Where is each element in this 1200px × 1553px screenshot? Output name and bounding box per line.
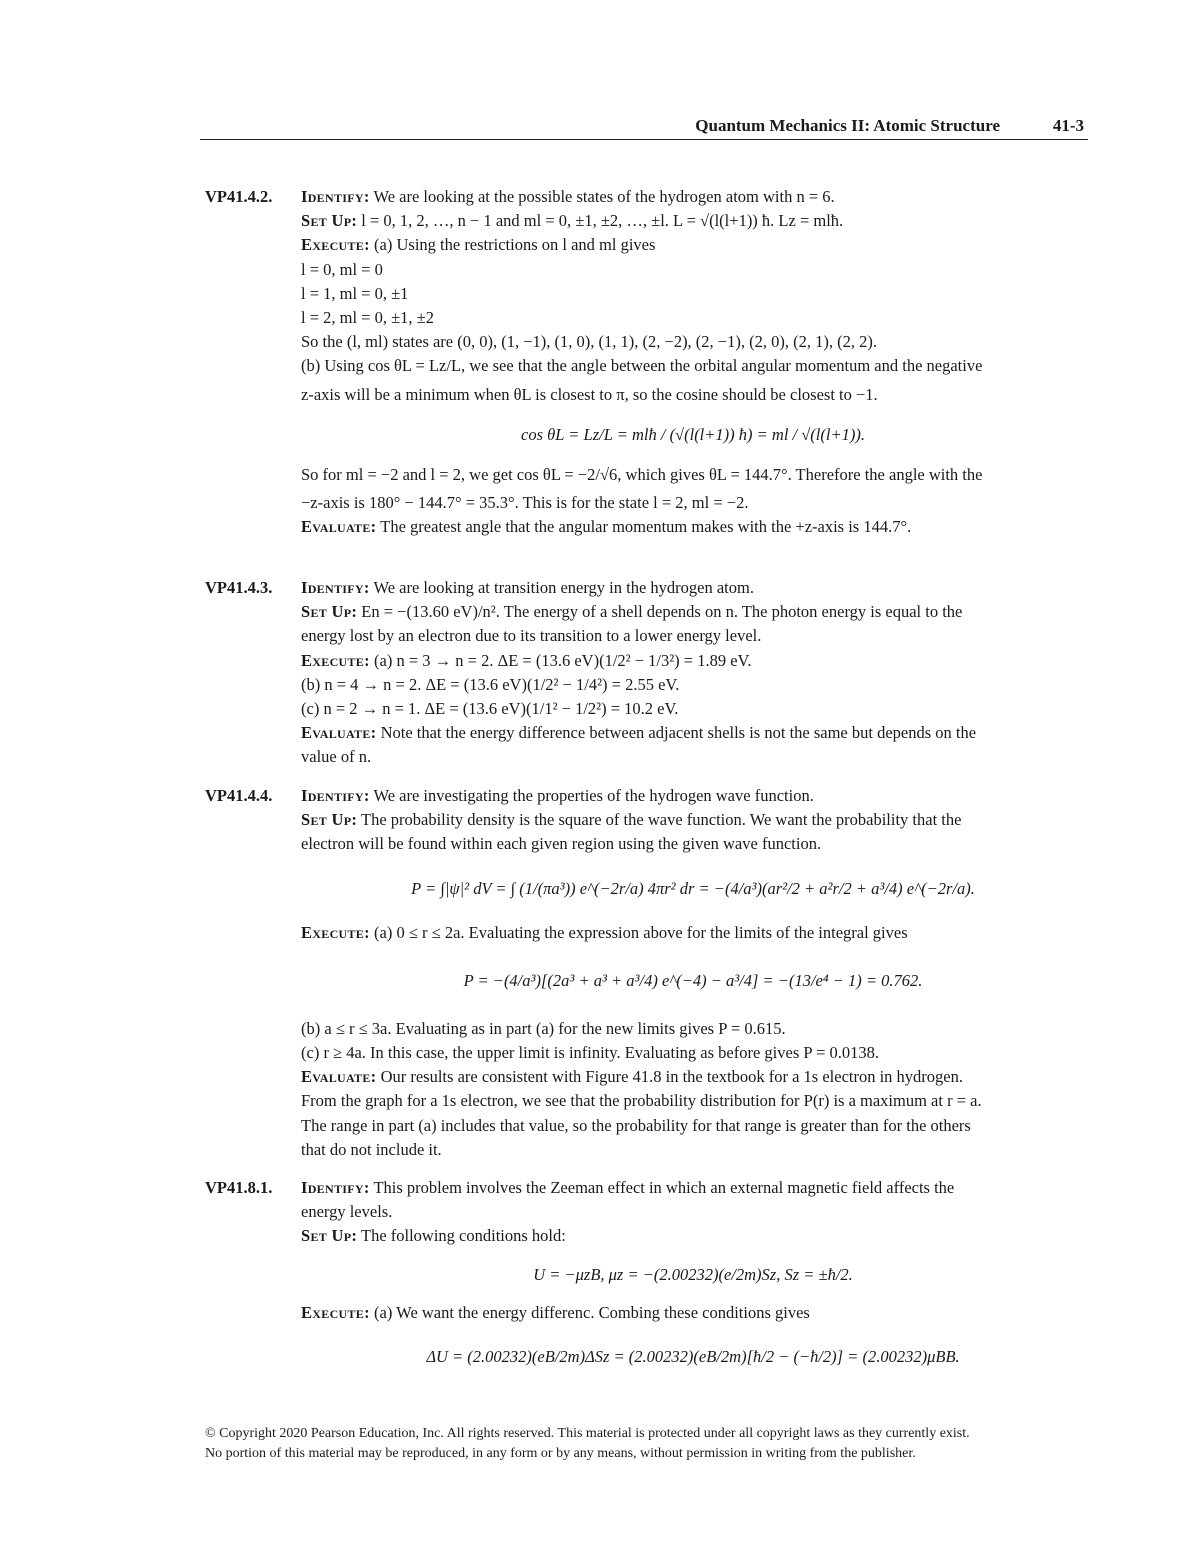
line-text: value of n. [301, 747, 372, 767]
page-number: 41-3 [1052, 116, 1084, 135]
line-text: energy lost by an electron due to its transition to a lower energy level. [301, 626, 762, 646]
line-text: En = −(13.60 eV)/n². The energy of a shell depends on n. The photon energy is equal to the [361, 602, 963, 622]
equation: cos θL = Lz/L = mlħ / (√(l(l+1)) ħ) = ml / √(l(l+1)). [521, 424, 865, 444]
line-text: (a) We want the energy differenc. Combing these conditions gives [374, 1302, 810, 1322]
line-text: −z-axis is 180° − 144.7° = 35.3°. This is for the state l = 2, ml = −2. [301, 492, 749, 512]
line-label: Execute: [301, 650, 370, 670]
line-text: l = 2, ml = 0, ±1, ±2 [301, 307, 434, 327]
line-text: Our results are consistent with Figure 41.8 in the textbook for a 1s electron in hydrogen. [380, 1067, 963, 1087]
line-text: z-axis will be a minimum when θL is closest to π, so the cosine should be closest to −1. [301, 384, 878, 404]
line-label: Evaluate: [301, 517, 377, 537]
line-text: We are investigating the properties of the hydrogen wave function. [373, 786, 814, 805]
equation: ΔU = (2.00232)(eB/2m)ΔSz = (2.00232)(eB/2m)[ħ/2 − (−ħ/2)] = (2.00232)μBB. [426, 1346, 960, 1366]
equation: U = −μzB, μz = −(2.00232)(e/2m)Sz, Sz = ±ħ/2. [533, 1264, 853, 1284]
problem-id: VP41.4.4. [205, 786, 273, 805]
line-label: Set Up: [301, 211, 358, 231]
line-text: (b) a ≤ r ≤ 3a. Evaluating as in part (a) for the new limits gives P = 0.615. [301, 1018, 786, 1038]
line-text: We are looking at transition energy in the hydrogen atom. [373, 578, 754, 597]
line-text: l = 1, ml = 0, ±1 [301, 283, 409, 303]
line-label: Execute: [301, 922, 370, 942]
equation: P = ∫|ψ|² dV = ∫ (1/(πa³)) e^(−2r/a) 4πr² dr = −(4/a³)(ar²/2 + a²r/2 + a³/4) e^(−2r/a). [411, 878, 975, 898]
line-text: that do not include it. [301, 1139, 442, 1159]
line-label: Set Up: [301, 602, 358, 622]
line-text: The following conditions hold: [360, 1226, 566, 1246]
line-text: This problem involves the Zeeman effect in which an external magnetic field affects the [373, 1178, 955, 1197]
line-text: The range in part (a) includes that value, so the probability for that range is greater than for the others [301, 1115, 971, 1135]
problem-id: VP41.4.3. [205, 578, 273, 597]
running-header [200, 116, 1088, 138]
line-label: Set Up: [301, 1226, 358, 1246]
line-label: Identify: [301, 578, 370, 597]
line-text: (a) Using the restrictions on l and ml gives [374, 235, 656, 255]
line-text: The greatest angle that the angular momentum makes with the +z-axis is 144.7°. [380, 517, 912, 537]
line-text: (a) n = 3 → n = 2. ΔE = (13.6 eV)(1/2² − 1/3²) = 1.89 eV. [374, 650, 752, 670]
line-text: energy levels. [301, 1202, 393, 1222]
line-text: electron will be found within each given region using the given wave function. [301, 834, 822, 854]
line-text: (c) n = 2 → n = 1. ΔE = (13.6 eV)(1/1² − 1/2²) = 10.2 eV. [301, 698, 679, 718]
problem-id: VP41.4.2. [205, 187, 273, 206]
line-label: Execute: [301, 235, 370, 255]
copyright-line-2: No portion of this material may be reproduced, in any form or by any means, without permission in writing from the publisher. [205, 1446, 916, 1461]
line-label: Identify: [301, 1178, 370, 1197]
problem-id: VP41.8.1. [205, 1178, 273, 1197]
line-text: So for ml = −2 and l = 2, we get cos θL = −2/√6, which gives θL = 144.7°. Therefore the angle with the [301, 464, 983, 484]
line-label: Evaluate: [301, 1067, 377, 1087]
line-text: (c) r ≥ 4a. In this case, the upper limit is infinity. Evaluating as before gives P = 0.0138. [301, 1042, 880, 1062]
header-rule [200, 139, 1088, 140]
line-text: (a) 0 ≤ r ≤ 2a. Evaluating the expression above for the limits of the integral gives [374, 922, 908, 942]
line-text: l = 0, ml = 0 [301, 259, 383, 279]
line-text: So the (l, ml) states are (0, 0), (1, −1), (1, 0), (1, 1), (2, −2), (2, −1), (2, 0), (2, 1), (2, 2). [301, 332, 877, 352]
line-text: From the graph for a 1s electron, we see that the probability distribution for P(r) is a maximum at r = a. [301, 1091, 982, 1111]
line-label: Evaluate: [301, 723, 377, 743]
line-text: Note that the energy difference between adjacent shells is not the same but depends on the [380, 723, 977, 743]
line-text: We are looking at the possible states of the hydrogen atom with n = 6. [373, 187, 835, 206]
line-label: Identify: [301, 786, 370, 805]
copyright-footer [205, 1424, 1085, 1464]
line-text: The probability density is the square of the wave function. We want the probability that the [360, 810, 962, 830]
line-label: Identify: [301, 187, 370, 206]
line-text: l = 0, 1, 2, …, n − 1 and ml = 0, ±1, ±2, …, ±l. L = √(l(l+1)) ħ. Lz = mlħ. [361, 211, 844, 231]
line-label: Execute: [301, 1302, 370, 1322]
copyright-line-1: © Copyright 2020 Pearson Education, Inc. All rights reserved. This material is protected under all copyright laws as they currently exist. [205, 1426, 970, 1441]
line-text: (b) Using cos θL = Lz/L, we see that the angle between the orbital angular momentum and the negative [301, 356, 983, 376]
line-label: Set Up: [301, 810, 358, 830]
line-text: (b) n = 4 → n = 2. ΔE = (13.6 eV)(1/2² − 1/4²) = 2.55 eV. [301, 674, 680, 694]
equation: P = −(4/a³)[(2a³ + a³ + a³/4) e^(−4) − a³/4] = −(13/e⁴ − 1) = 0.762. [463, 970, 923, 990]
running-title: Quantum Mechanics II: Atomic Structure [695, 116, 1000, 135]
